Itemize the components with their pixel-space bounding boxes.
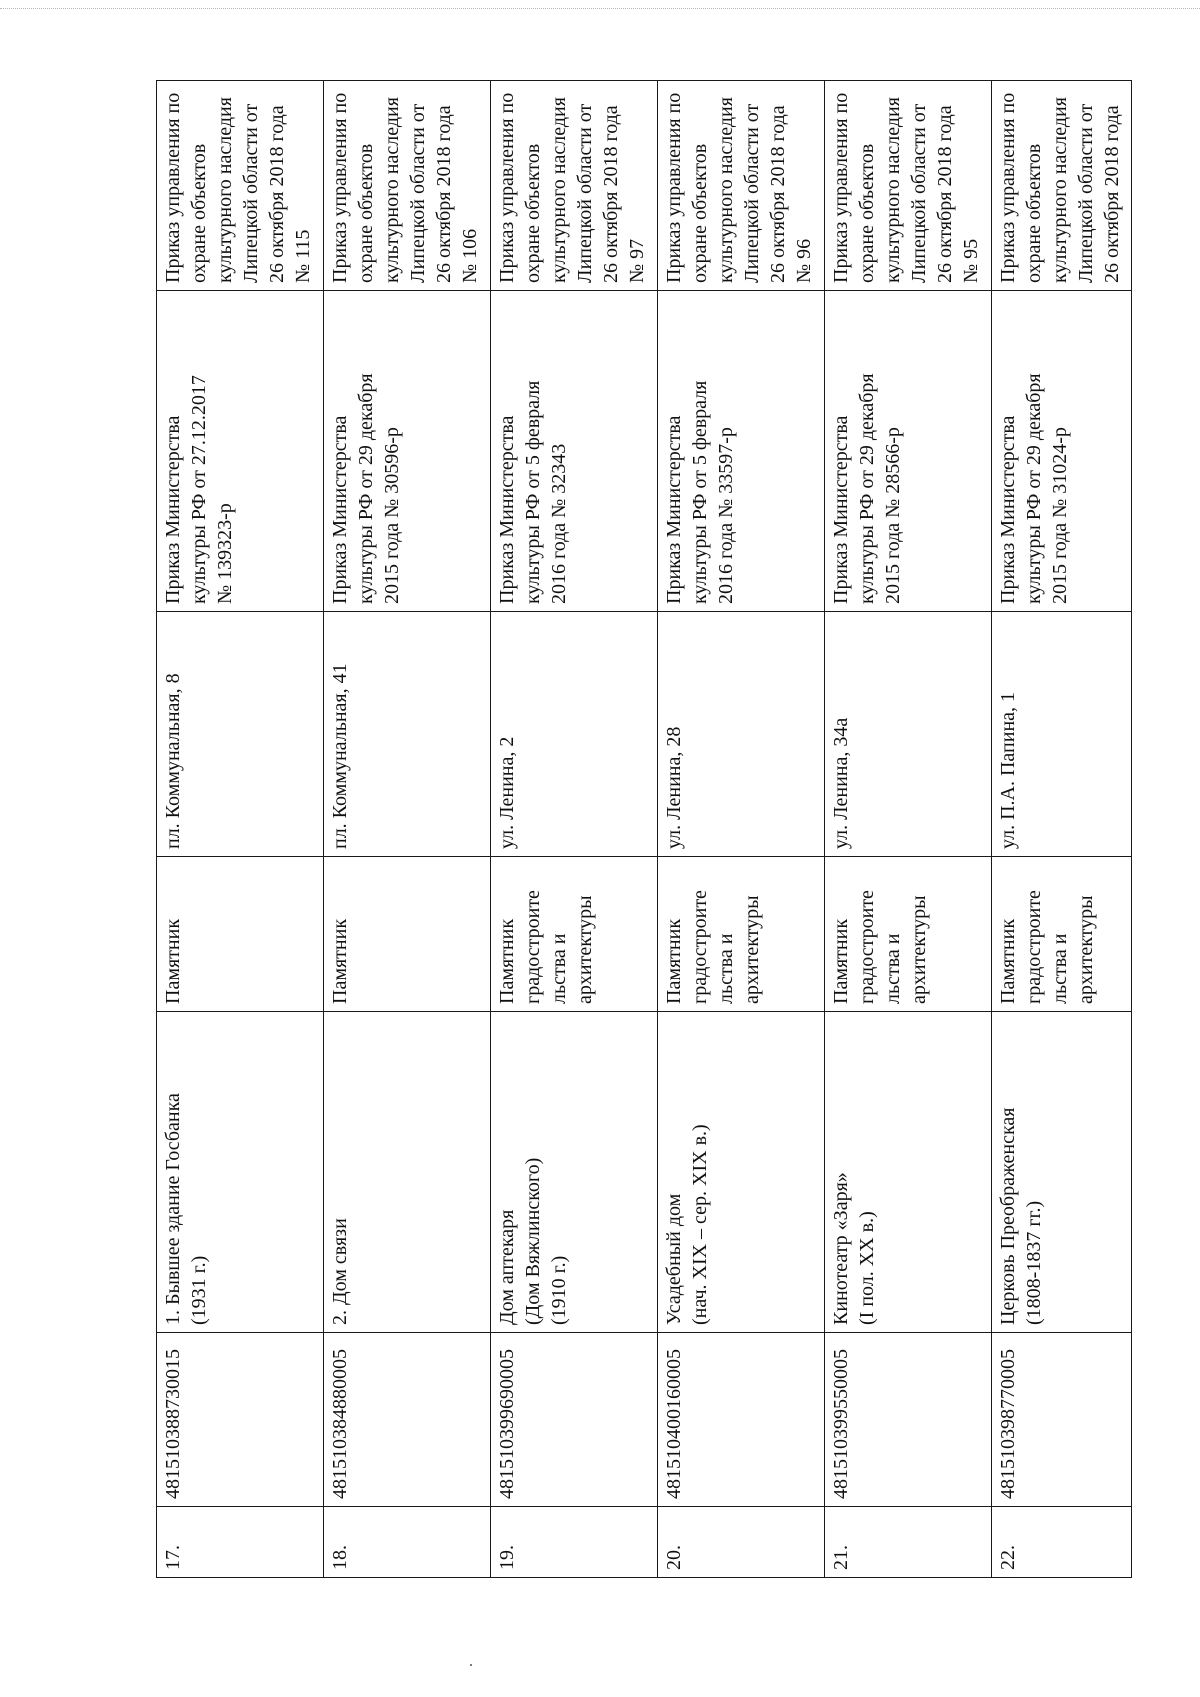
federal-act: Приказ Министерства культуры РФ от 27.12.2017 № 139323-р: [157, 291, 324, 612]
registry-code: 481510384880005: [323, 1333, 490, 1507]
registry-code: 481510398770005: [991, 1333, 1131, 1507]
object-address: пл. Коммунальная, 8: [157, 612, 324, 857]
object-type: Памятник градостроите льства и архитектуры: [824, 857, 991, 1012]
object-address: ул. Ленина, 28: [657, 612, 824, 857]
row-number: 17.: [157, 1507, 324, 1578]
object-address: ул. Ленина, 2: [490, 612, 657, 857]
table-row: [323, 81, 490, 1578]
object-type: Памятник градостроите льства и архитектуры: [490, 857, 657, 1012]
object-name: Усадебный дом (нач. XIX – сер. XIX в.): [657, 1012, 824, 1333]
row-number: 18.: [323, 1507, 490, 1578]
row-number: 20.: [657, 1507, 824, 1578]
object-address: пл. Коммунальная, 41: [323, 612, 490, 857]
row-number: 19.: [490, 1507, 657, 1578]
registry-code: 481510399690005: [490, 1333, 657, 1507]
federal-act: Приказ Министерства культуры РФ от 5 февраля 2016 года № 33597-р: [657, 291, 824, 612]
object-name: Церковь Преображенская (1808-1837 гг.): [991, 1012, 1131, 1333]
scan-speck: [470, 1664, 472, 1666]
regional-act: Приказ управления по охране объектов культурного наследия Липецкой области от 26 октября 2018 года: [991, 81, 1131, 291]
registry-code: 481510399550005: [824, 1333, 991, 1507]
object-name: 2. Дом связи: [323, 1012, 490, 1333]
table-row: [991, 81, 1131, 1578]
heritage-registry-table: [156, 80, 1132, 1578]
regional-act: Приказ управления по охране объектов культурного наследия Липецкой области от 26 октября 2018 года № 97: [490, 81, 657, 291]
row-number: 22.: [991, 1507, 1131, 1578]
regional-act: Приказ управления по охране объектов культурного наследия Липецкой области от 26 октября 2018 года № 115: [157, 81, 324, 291]
registry-code: 481510388730015: [157, 1333, 324, 1507]
row-number: 21.: [824, 1507, 991, 1578]
rotated-page-content: [156, 81, 1132, 1578]
object-name: 1. Бывшее здание Госбанка (1931 г.): [157, 1012, 324, 1333]
regional-act: Приказ управления по охране объектов культурного наследия Липецкой области от 26 октября 2018 года № 106: [323, 81, 490, 291]
federal-act: Приказ Министерства культуры РФ от 5 февраля 2016 года № 32343: [490, 291, 657, 612]
object-type: Памятник: [157, 857, 324, 1012]
registry-code: 481510400160005: [657, 1333, 824, 1507]
table-row: [490, 81, 657, 1578]
table-row: [824, 81, 991, 1578]
federal-act: Приказ Министерства культуры РФ от 29 декабря 2015 года № 28566-р: [824, 291, 991, 612]
object-type: Памятник: [323, 857, 490, 1012]
object-name: Дом аптекаря (Дом Вяжлинского) (1910 г.): [490, 1012, 657, 1333]
scan-edge-line: [0, 8, 1200, 9]
table-row: [657, 81, 824, 1578]
object-type: Памятник градостроите льства и архитектуры: [657, 857, 824, 1012]
object-address: ул. П.А. Папина, 1: [991, 612, 1131, 857]
object-name: Кинотеатр «Заря» (I пол. XX в.): [824, 1012, 991, 1333]
regional-act: Приказ управления по охране объектов культурного наследия Липецкой области от 26 октября 2018 года № 96: [657, 81, 824, 291]
object-type: Памятник градостроите льства и архитектуры: [991, 857, 1131, 1012]
object-address: ул. Ленина, 34а: [824, 612, 991, 857]
federal-act: Приказ Министерства культуры РФ от 29 декабря 2015 года № 31024-р: [991, 291, 1131, 612]
federal-act: Приказ Министерства культуры РФ от 29 декабря 2015 года № 30596-р: [323, 291, 490, 612]
table-row: [157, 81, 324, 1578]
regional-act: Приказ управления по охране объектов культурного наследия Липецкой области от 26 октября 2018 года № 95: [824, 81, 991, 291]
